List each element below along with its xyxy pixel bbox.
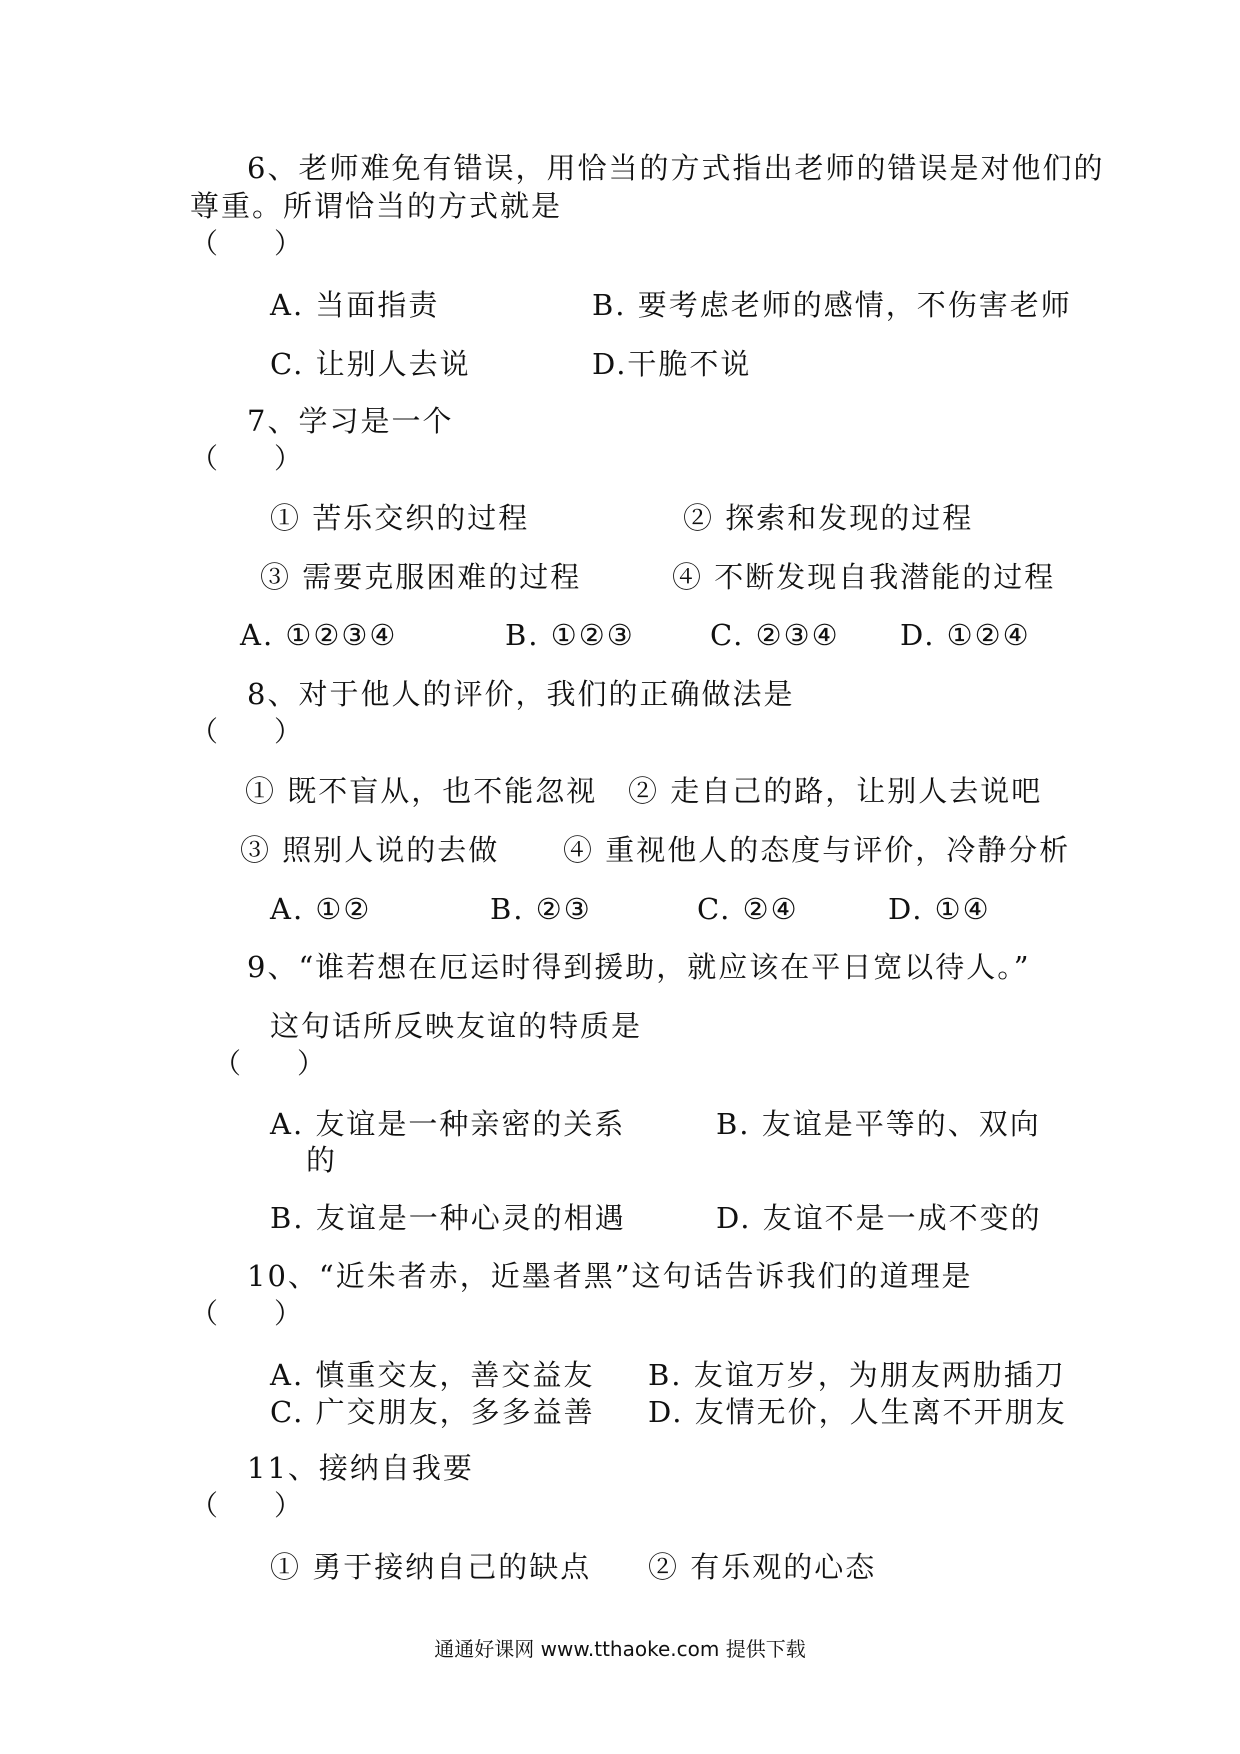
q7-option-d: D. ①②④ — [900, 618, 1031, 652]
q8-option-c: C. ②④ — [697, 892, 799, 926]
q10-option-b: B. 友谊万岁，为朋友两肋插刀 — [648, 1358, 1066, 1392]
q8-item-4: ④ 重视他人的态度与评价，冷静分析 — [563, 833, 1071, 867]
q9-option-d: D. 友谊不是一成不变的 — [716, 1201, 1042, 1235]
q10-answer-blank[interactable]: （ ） — [190, 1297, 303, 1330]
q8-answer-blank[interactable]: （ ） — [190, 715, 303, 748]
q10-option-c: C. 广交朋友，多多益善 — [270, 1395, 595, 1429]
q6-option-b: B. 要考虑老师的感情，不伤害老师 — [592, 288, 1072, 322]
q9-option-c: B. 友谊是一种心灵的相遇 — [270, 1201, 626, 1235]
q7-answer-blank[interactable]: （ ） — [190, 442, 303, 475]
q10-stem: 10、“近朱者赤，近墨者黑”这句话告诉我们的道理是 — [247, 1259, 973, 1293]
q8-option-d: D. ①④ — [888, 892, 991, 926]
q7-item-4: ④ 不断发现自我潜能的过程 — [672, 560, 1056, 594]
q9-option-b: B. 友谊是平等的、双向 — [716, 1107, 1041, 1141]
q10-option-a: A. 慎重交友，善交益友 — [270, 1358, 595, 1392]
q9-answer-blank[interactable]: （ ） — [213, 1047, 326, 1080]
download-footer: 通通好课网 www.tthaoke.com 提供下载 — [434, 1637, 806, 1661]
q7-stem: 7、学习是一个 — [247, 404, 454, 438]
q8-option-b: B. ②③ — [490, 892, 592, 926]
q7-option-a: A. ①②③④ — [240, 618, 398, 652]
q11-answer-blank[interactable]: （ ） — [190, 1489, 303, 1522]
q9-option-b-wrap: 的 — [306, 1143, 338, 1177]
q10-option-d: D. 友情无价，人生离不开朋友 — [648, 1395, 1067, 1429]
q11-item-1: ① 勇于接纳自己的缺点 — [270, 1550, 592, 1584]
q11-stem: 11、接纳自我要 — [247, 1451, 474, 1485]
q7-option-b: B. ①②③ — [505, 618, 635, 652]
q11-item-2: ② 有乐观的心态 — [648, 1550, 877, 1584]
q6-answer-blank[interactable]: （ ） — [190, 227, 303, 260]
q9-stem-line2: 这句话所反映友谊的特质是 — [270, 1009, 643, 1043]
q6-option-d: D.干脆不说 — [592, 347, 752, 381]
q6-stem-line1: 6、老师难免有错误，用恰当的方式指出老师的错误是对他们的 — [247, 151, 1105, 185]
q7-item-3: ③ 需要克服困难的过程 — [260, 560, 582, 594]
q8-item-2: ② 走自己的路，让别人去说吧 — [628, 774, 1043, 808]
q6-option-a: A. 当面指责 — [270, 288, 440, 322]
q7-option-c: C. ②③④ — [710, 618, 840, 652]
q8-item-1: ① 既不盲从，也不能忽视 — [245, 774, 598, 808]
q6-option-c: C. 让别人去说 — [270, 347, 471, 381]
q6-stem-line2: 尊重。所谓恰当的方式就是 — [190, 189, 563, 223]
q7-item-1: ① 苦乐交织的过程 — [270, 501, 530, 535]
q8-item-3: ③ 照别人说的去做 — [240, 833, 500, 867]
q8-stem: 8、对于他人的评价，我们的正确做法是 — [247, 677, 795, 711]
q8-option-a: A. ①② — [270, 892, 372, 926]
q7-item-2: ② 探索和发现的过程 — [683, 501, 974, 535]
q9-stem-line1: 9、“谁若想在厄运时得到援助，就应该在平日宽以待人。” — [247, 950, 1031, 984]
q9-option-a: A. 友谊是一种亲密的关系 — [270, 1107, 626, 1141]
